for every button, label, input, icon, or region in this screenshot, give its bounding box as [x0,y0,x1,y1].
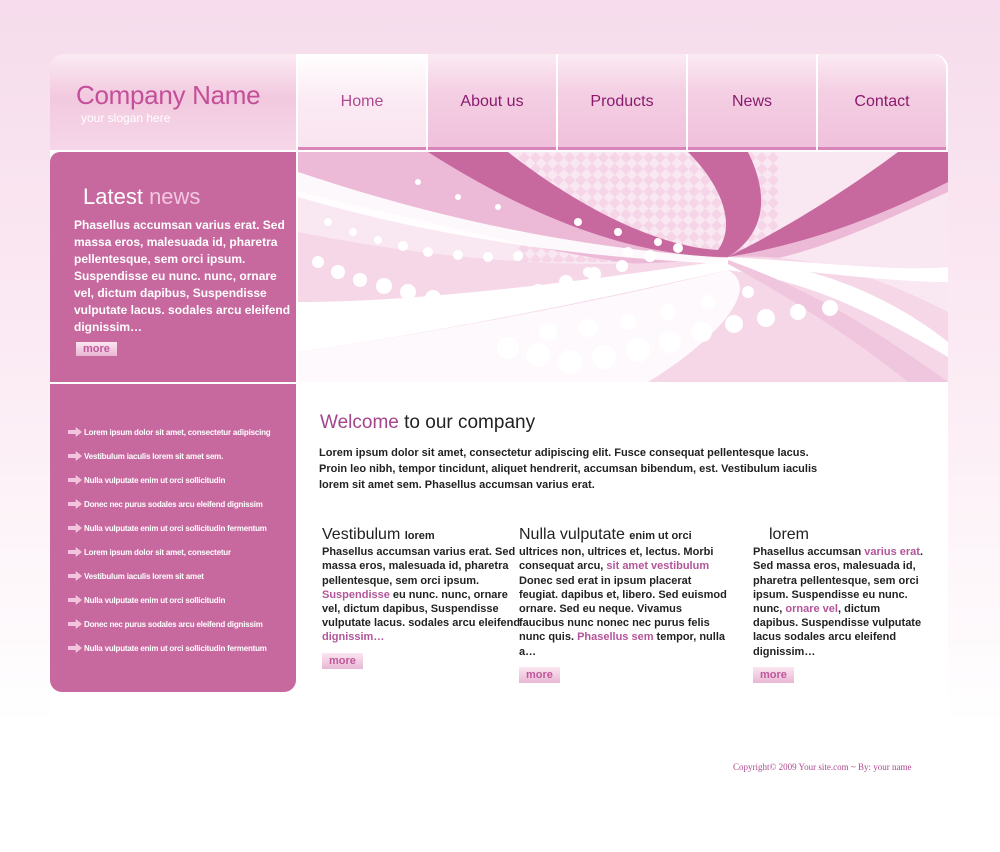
column-text [322,545,522,644]
sidebar-link[interactable] [68,516,271,540]
latest-news-title-bold: Latest [83,184,143,209]
slogan: your slogan here [81,111,171,125]
copyright-text: Copyright© 2009 Your site.com ~ By: your name [733,762,912,772]
nav-about-us[interactable]: About us [428,54,556,150]
banner-swirl-graphic [298,152,948,382]
arrow-right-icon [68,643,82,653]
news-more-button[interactable]: more [76,342,117,356]
content-column [753,528,928,683]
arrow-right-icon [68,595,82,605]
column-highlight-link[interactable]: varius erat [864,546,920,559]
column-heading-main: lorem [769,526,810,543]
logo[interactable] [50,54,296,150]
sidebar-link[interactable] [68,564,271,588]
latest-news-panel [50,152,296,382]
arrow-right-icon [68,499,82,509]
sidebar-link[interactable] [68,636,271,660]
column-highlight-link[interactable]: sit amet vestibulum [606,560,710,573]
sidebar-link[interactable] [68,612,271,636]
column-heading-sub: lorem [404,530,435,542]
arrow-right-icon [68,475,82,485]
column-text-part: eu nunc. nunc, ornare vel, dictum dapibus, Suspendisse vulputate lacus. sodales arcu eleifend [322,588,521,630]
sidebar-link[interactable] [68,540,271,564]
column-heading [753,528,928,543]
column-text-part: Donec sed erat in ipsum placerat feugiat. dapibus et, libero. Sed euismod ornare. Sed eu neque. Vivamus faucibus nunc nonec nec purus felis nunc quis. [519,574,727,644]
sidebar-link-label: Vestibulum iaculis lorem sit amet [84,571,204,581]
header [50,54,948,150]
column-highlight-link[interactable]: Suspendisse [322,588,390,601]
sidebar-link[interactable] [68,420,271,444]
sidebar-link-label: Vestibulum iaculis lorem sit amet sem. [84,451,224,461]
content-column [322,528,522,669]
column-text [753,545,928,659]
column-text-part: ultrices non, ultrices et, lectus. Morbi consequat arcu, [519,546,714,573]
banner-image [298,152,948,382]
column-text [519,545,729,659]
welcome-heading-rest: to our company [404,412,536,433]
sidebar-link-label: Nulla vulputate enim ut orci sollicitudin [84,595,226,605]
welcome-text: Lorem ipsum dolor sit amet, consectetur adipiscing elit. Fusce consequat pellentesque lacus. Proin leo nibh, tempor tincidunt, aliquet hendrerit, accumsan bibendum, est. Vestibulum iaculis lorem sit amet sem. Phasellus accumsan varius erat. [319,447,818,491]
latest-news-title [83,184,200,210]
arrow-right-icon [68,619,82,629]
column-text-part: Phasellus accumsan varius erat. Sed massa eros, malesuada id, pharetra pellentesque, sem orci ipsum. [322,546,516,587]
column-heading-sub: enim ut orci [629,530,692,542]
arrow-right-icon [68,547,82,557]
nav-contact[interactable]: Contact [818,54,946,150]
nav-home[interactable]: Home [298,54,426,150]
sidebar-link[interactable] [68,588,271,612]
column-heading-main: Vestibulum [322,526,401,543]
sidebar-link-label: Lorem ipsum dolor sit amet, consectetur [84,547,231,557]
sidebar-link-label: Donec nec purus sodales arcu eleifend dignissim [84,619,263,629]
column-more-button[interactable]: more [322,653,363,669]
sidebar-link-label: Nulla vulputate enim ut orci sollicitudin fermentum [84,643,267,653]
arrow-right-icon [68,571,82,581]
column-heading [322,528,522,543]
sidebar-link-list [68,420,271,660]
welcome-heading-highlight: Welcome [320,412,399,433]
column-more-button[interactable]: more [753,667,794,683]
column-text-part: . Sed massa eros, malesuada id, pharetra pellentesque, sem orci ipsum. Suspendisse eu nunc. nunc, [753,546,923,616]
latest-news-title-light: news [149,184,201,209]
column-heading-main: Nulla vulputate [519,526,625,543]
column-highlight-link[interactable]: Phasellus sem [577,631,654,644]
sidebar-link-label: Nulla vulputate enim ut orci sollicitudin [84,475,226,485]
column-text-part: tempor, nulla a… [519,631,726,658]
column-more-button[interactable]: more [519,667,560,683]
column-highlight-link[interactable]: dignissim… [322,631,385,644]
arrow-right-icon [68,427,82,437]
arrow-right-icon [68,523,82,533]
nav-products[interactable]: Products [558,54,686,150]
sidebar-link-label: Nulla vulputate enim ut orci sollicitudin fermentum [84,523,267,533]
sidebar-link-label: Donec nec purus sodales arcu eleifend dignissim [84,499,263,509]
latest-news-text: Phasellus accumsan varius erat. Sed massa eros, malesuada id, pharetra pellentesque, sem orci ipsum. Suspendisse eu nunc. nunc, ornare vel, dictum dapibus, Suspendisse vulputate lacus. sodales arcu eleifend dignissim… [74,218,291,334]
sidebar-link[interactable] [68,444,271,468]
column-text-part: Phasellus accumsan [753,546,865,559]
sidebar-link[interactable] [68,492,271,516]
nav-news[interactable]: News [688,54,816,150]
column-highlight-link[interactable]: ornare vel [785,603,838,616]
arrow-right-icon [68,451,82,461]
content-column [519,528,729,683]
company-name: Company Name [76,80,261,110]
sidebar-link[interactable] [68,468,271,492]
main-nav [298,54,948,150]
column-text-part: , dictum dapibus. Suspendisse vulputate lacus sodales arcu eleifend dignissim… [753,603,922,658]
column-heading [519,528,729,543]
welcome-heading [320,412,535,434]
sidebar-links-panel [50,384,296,692]
sidebar-link-label: Lorem ipsum dolor sit amet, consectetur adipiscing [84,427,271,437]
